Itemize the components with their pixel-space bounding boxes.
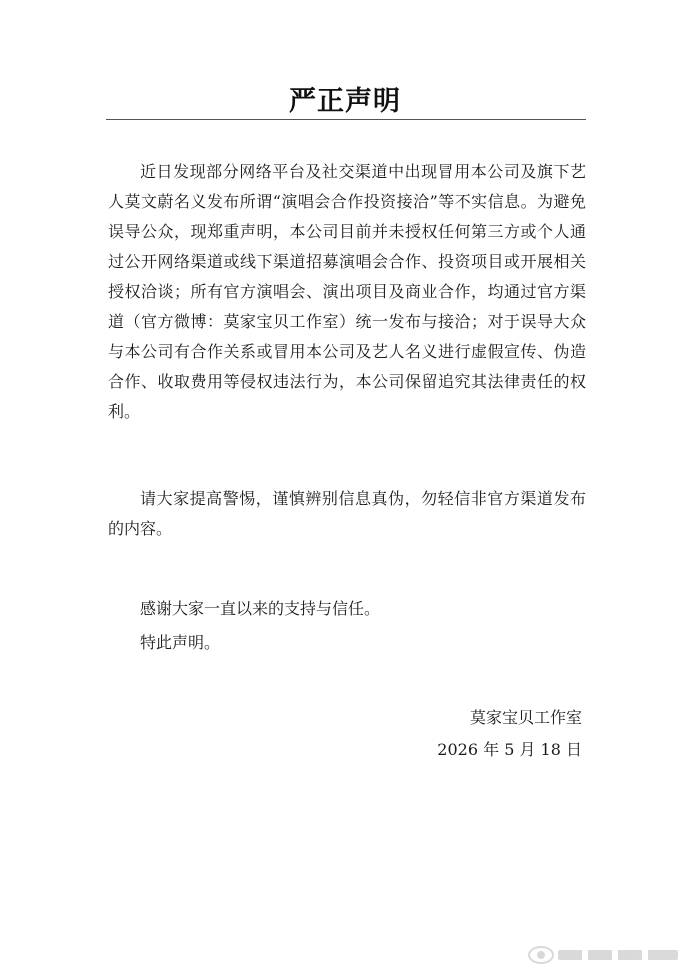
signature-name: 莫家宝贝工作室	[469, 708, 582, 727]
signature-date: 2026 年 5 月 18 日	[437, 740, 582, 759]
closing-line: 特此声明。	[140, 633, 221, 652]
thanks-line: 感谢大家一直以来的支持与信任。	[140, 599, 381, 618]
page-title: 严正声明	[289, 86, 401, 117]
watermark	[528, 946, 678, 964]
watermark-eye-icon	[528, 946, 554, 964]
title-divider	[106, 119, 586, 120]
statement-paragraph-1: 近日发现部分网络平台及社交渠道中出现冒用本公司及旗下艺人莫文蔚名义发布所谓“演唱会合作投资接洽”等不实信息。为避免误导公众，现郑重声明，本公司目前并未授权任何第三方或个人通过公开网络渠道或线下渠道招募演唱会合作、投资项目或开展相关授权洽谈；所有官方演唱会、演出项目及商业合作，均通过官方渠道（官方微博：莫家宝贝工作室）统一发布与接洽；对于误导大众与本公司有合作关系或冒用本公司及艺人名义进行虚假宣传、伪造合作、收取费用等侵权违法行为，本公司保留追究其法律责任的权利。	[108, 162, 586, 421]
watermark-logo-icon	[558, 950, 678, 960]
statement-paragraph-2: 请大家提高警惕，谨慎辨别信息真伪，勿轻信非官方渠道发布的内容。	[108, 489, 586, 538]
